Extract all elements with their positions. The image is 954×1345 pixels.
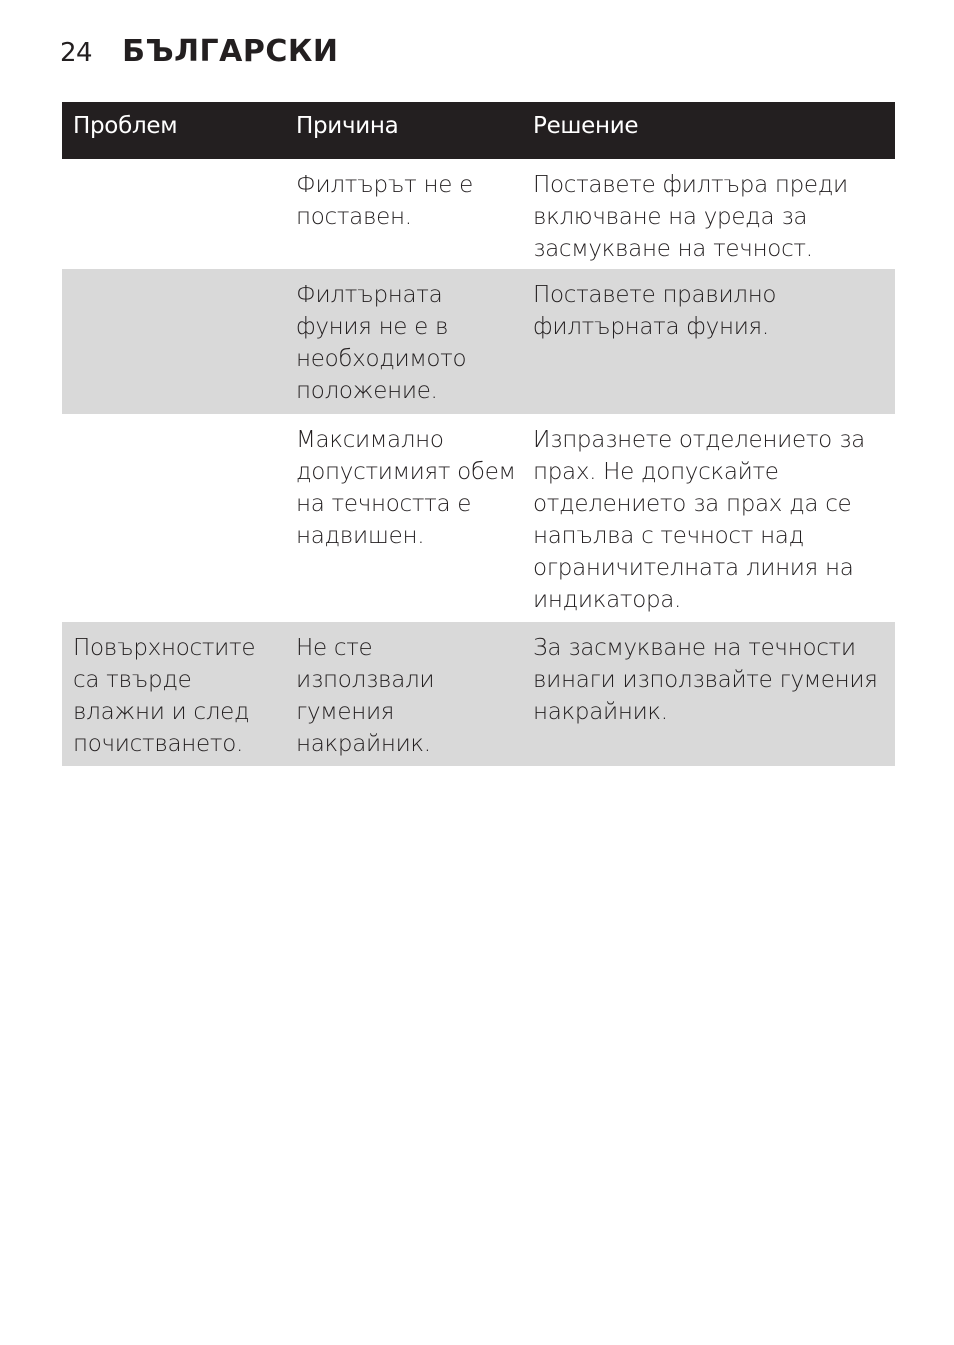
problem-cell	[62, 159, 285, 269]
table-row	[62, 414, 895, 622]
page-header	[60, 34, 339, 74]
solution-cell: Поставете филтъра преди включване на уреда за засмукване на течност.	[533, 172, 848, 262]
troubleshooting-table	[62, 102, 895, 766]
problem-cell: Повърхностите са твърде влажни и след почистването.	[73, 635, 256, 757]
problem-cell	[62, 414, 285, 622]
cause-cell: Филтърната фуния не е в необходимото положение.	[296, 282, 467, 404]
column-header-cause: Причина	[296, 113, 399, 139]
solution-cell: Поставете правилно филтърната фуния.	[533, 282, 777, 340]
page-number: 24	[60, 38, 93, 68]
cause-cell: Максимално допустимият обем на течността е надвишен.	[296, 427, 516, 549]
column-header-solution: Решение	[533, 113, 639, 139]
section-title: БЪЛГАРСКИ	[122, 34, 339, 69]
table-row	[62, 159, 895, 269]
cause-cell: Филтърът не е поставен.	[296, 172, 473, 230]
table-header-row	[62, 102, 895, 159]
table-row	[62, 622, 895, 766]
problem-cell	[62, 269, 285, 414]
cause-cell: Не сте използвали гумения накрайник.	[296, 635, 435, 757]
solution-cell: Изпразнете отделението за прах. Не допускайте отделението за прах да се напълва с течност над ограничителната линия на индикатора.	[533, 427, 865, 613]
column-header-problem: Проблем	[73, 113, 178, 139]
solution-cell: За засмукване на течности винаги използвайте гумения накрайник.	[533, 635, 878, 725]
table-row	[62, 269, 895, 414]
